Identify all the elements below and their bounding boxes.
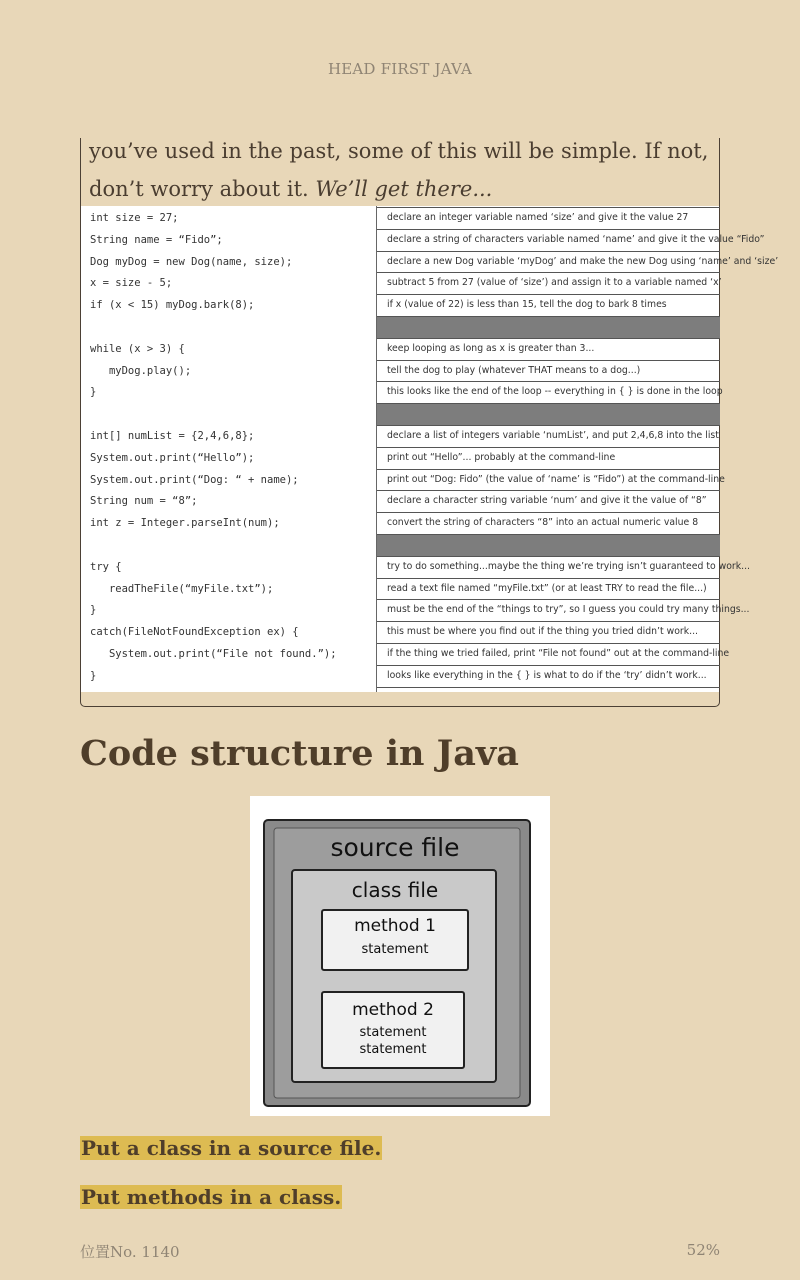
highlight-line-1[interactable]: Put a class in a source file. (81, 1136, 382, 1160)
code-line: catch(FileNotFoundException ex) { (90, 626, 299, 639)
annotation-row: try to do something...maybe the thing we’re trying isn’t guaranteed to work... (377, 556, 720, 578)
annotation-row: declare an integer variable named ‘size’ and give it the value 27 (377, 207, 720, 229)
annotation-row: if x (value of 22) is less than 15, tell the dog to bark 8 times (377, 294, 720, 316)
code-line: try { (90, 560, 122, 573)
annotation-separator (377, 316, 720, 338)
annotation-row: declare a string of characters variable named ‘name’ and give it the value “Fido” (377, 229, 720, 251)
annotation-row: tell the dog to play (whatever THAT means to a dog...) (377, 360, 720, 382)
annotation-row: read a text file named “myFile.txt” (or at least TRY to read the file...) (377, 578, 720, 600)
source-file-label: source file (330, 833, 460, 862)
running-head-book-title: HEAD FIRST JAVA (327, 60, 473, 78)
method-1-label: method 1 (354, 916, 436, 936)
code-line: x = size - 5; (90, 277, 173, 290)
code-line: int[] numList = {2,4,6,8}; (90, 430, 255, 442)
code-line: System.out.print(“Dog: “ + name); (90, 473, 299, 486)
annotation-row: print out “Dog: Fido” (the value of ‘name’ is “Fido”) at the command-line (377, 469, 720, 491)
code-line: String name = “Fido”; (90, 233, 223, 246)
code-line: String num = “8”; (90, 495, 198, 508)
code-line: while (x > 3) { (90, 342, 185, 355)
annotation-row: declare a new Dog variable ‘myDog’ and make the new Dog using ‘name’ and ‘size’ (377, 251, 720, 273)
code-line: System.out.print(“Hello”); (90, 451, 255, 464)
method-2-label: method 2 (352, 1000, 434, 1020)
intro-line-2-italic: We’ll get there... (315, 177, 493, 201)
annotation-row: declare a list of integers variable ‘numList’, and put 2,4,6,8 into the list (377, 425, 720, 447)
intro-line-2 (89, 170, 709, 208)
nested-boxes-illustration (250, 796, 550, 1116)
code-example-box (80, 138, 779, 707)
annotation-row: looks like everything in the { } is what to do if the ‘try’ didn’t work... (377, 665, 720, 687)
annotation-row: subtract 5 from 27 (value of ‘size’) and assign it to a variable named ‘x’ (377, 272, 720, 294)
method-2-statement-1: statement (359, 1025, 427, 1040)
code-line: if (x < 15) myDog.bark(8); (90, 299, 255, 312)
code-line: myDog.play(); (90, 364, 192, 377)
code-column (81, 206, 377, 692)
section-heading: Code structure in Java (80, 733, 519, 774)
annotation-row: this must be where you find out if the thing you tried didn’t work... (377, 621, 720, 643)
annotation-row: declare a character string variable ‘num’ and give it the value of “8” (377, 490, 720, 512)
intro-line-1: you’ve used in the past, some of this will be simple. If not, (89, 139, 709, 163)
code-line: int z = Integer.parseInt(num); (90, 517, 280, 530)
annotation-separator (377, 403, 720, 425)
annotation-separator (377, 534, 720, 556)
method-2-statement-2: statement (359, 1042, 427, 1057)
code-line: readTheFile(“myFile.txt”); (90, 582, 274, 595)
code-line: Dog myDog = new Dog(name, size); (90, 255, 293, 268)
annotation-row: convert the string of characters “8” into an actual numeric value 8 (377, 512, 720, 534)
annotated-code-figure (81, 206, 779, 692)
annotation-row: this looks like the end of the loop -- everything in { } is done in the loop (377, 381, 720, 403)
annotation-column (376, 206, 779, 692)
code-line: } (90, 604, 97, 617)
annotation-row: print out “Hello”... probably at the command-line (377, 447, 720, 469)
method-1-statement: statement (361, 942, 429, 957)
code-structure-diagram (250, 796, 550, 1116)
annotation-bottom-rule (377, 687, 720, 688)
annotation-row: if the thing we tried failed, print “File not found” out at the command-line (377, 643, 720, 665)
annotation-row: keep looping as long as x is greater than 3... (377, 338, 720, 360)
code-line: } (90, 669, 97, 682)
reading-progress: 52% (686, 1241, 720, 1259)
annotation-row: must be the end of the “things to try”, so I guess you could try many things... (377, 599, 720, 621)
intro-paragraph (89, 132, 709, 208)
code-line: } (90, 386, 97, 399)
intro-line-2-text: don’t worry about it. (89, 177, 316, 201)
class-file-label: class file (351, 878, 439, 902)
highlight-line-2[interactable]: Put methods in a class. (81, 1185, 342, 1209)
location-indicator: 位置No. 1140 (80, 1243, 180, 1261)
code-line: int size = 27; (90, 212, 179, 224)
code-line: System.out.print(“File not found.”); (90, 648, 337, 660)
